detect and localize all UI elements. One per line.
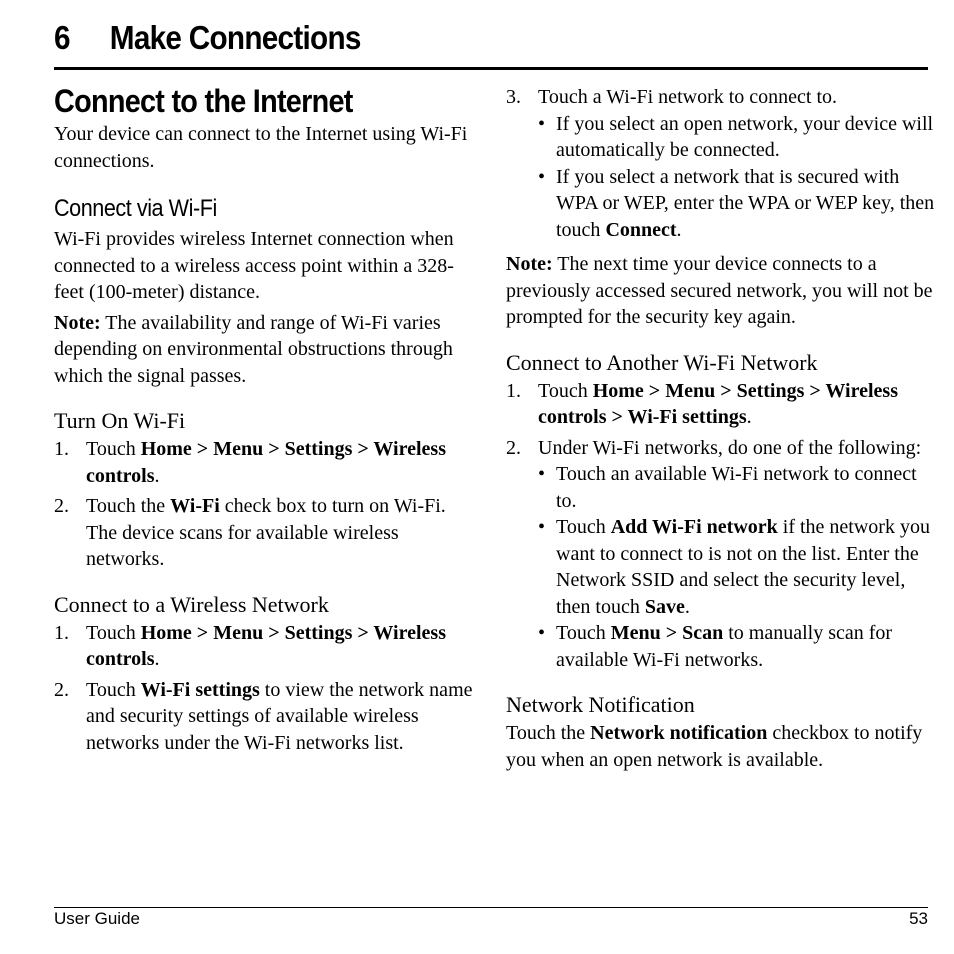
step-text [86, 438, 446, 487]
note-text: The availability and range of Wi-Fi varies depending on environmental obstructions through which the signal passes. [54, 311, 453, 387]
step-number: 1. [54, 621, 69, 644]
note-label: Note: [54, 311, 101, 334]
bold-term: Add Wi-Fi network [610, 516, 778, 538]
connect-another-heading: Connect to Another Wi-Fi Network [506, 349, 818, 375]
step-number: 2. [54, 678, 69, 701]
left-column [54, 82, 474, 760]
chapter-title: Make Connections [109, 19, 361, 56]
network-notification-heading: Network Notification [506, 692, 695, 717]
wifi-description: Wi-Fi provides wireless Internet connection when connected to a wireless access point within a 328-feet (100-meter) distance. [54, 228, 454, 303]
bold-term: Home > Menu > Settings > Wireless controls [86, 621, 446, 670]
bold-term: Menu > Scan [610, 622, 724, 644]
text-run: Touch the [86, 495, 171, 517]
step-number: 2. [506, 436, 521, 459]
bullet-glyph: • [538, 463, 546, 485]
bullet-glyph: • [538, 165, 546, 188]
bullet-list [538, 461, 936, 673]
step-item [54, 436, 474, 489]
step-number: 1. [506, 379, 521, 402]
step-text: Under Wi-Fi networks, do one of the following: [538, 436, 922, 459]
bold-term: Save [644, 595, 685, 618]
bold-term: Network notification [590, 722, 768, 744]
bullet-glyph: • [538, 622, 546, 644]
step-text: Touch a Wi-Fi network to connect to. [538, 86, 838, 108]
turn-on-wifi-heading: Turn On Wi-Fi [54, 408, 186, 433]
step-item [506, 378, 936, 431]
step-item [506, 84, 936, 243]
text-run: Touch the [506, 722, 591, 744]
step-text [538, 380, 898, 429]
step-item [506, 435, 936, 674]
bullet-text [556, 622, 892, 671]
header-rule [54, 67, 928, 70]
text-run: . [676, 218, 682, 241]
text-run: If you select an open network, your device will automatically be connected. [556, 112, 934, 161]
bold-term: Wi-Fi settings [140, 678, 260, 701]
note-label: Note: [506, 253, 553, 275]
step-item [54, 493, 474, 573]
chapter-heading [54, 16, 361, 60]
bullet-item [538, 111, 936, 164]
text-run: if the network you want to connect to is not on the list. Enter the Network SSID and select the security level, then touch [556, 516, 930, 618]
text-run: . [154, 464, 160, 487]
bullet-text [556, 463, 917, 512]
step-text [86, 622, 446, 671]
wifi-heading: Connect via Wi-Fi [54, 195, 217, 222]
bullet-item [538, 461, 936, 514]
text-run: Touch [86, 678, 141, 701]
text-run: Touch [538, 379, 593, 402]
wifi-note [54, 310, 474, 390]
step-item [54, 677, 474, 757]
note-text: The next time your device connects to a previously accessed secured network, you will not be prompted for the security key again. [506, 253, 933, 328]
text-run: to view the network name and security settings of available wireless networks under the Wi-Fi networks list. [86, 678, 473, 754]
text-run: check box to turn on Wi-Fi. The device scans for available wireless networks. [86, 495, 446, 570]
text-run: Touch an available Wi-Fi network to connect to. [556, 463, 917, 512]
step-text [86, 679, 473, 754]
text-run: . [684, 595, 690, 618]
bullet-text [556, 516, 930, 618]
step-number: 1. [54, 438, 69, 460]
text-run: to manually scan for available Wi-Fi networks. [556, 622, 893, 671]
bullet-glyph: • [538, 516, 546, 538]
connect-wireless-heading: Connect to a Wireless Network [54, 591, 329, 617]
security-note [506, 251, 936, 331]
bold-term: Home > Menu > Settings > Wireless controls > Wi-Fi settings [538, 379, 898, 428]
text-run: Touch [556, 622, 611, 644]
text-run: checkbox to notify you when an open network is available. [506, 722, 923, 771]
step-text [86, 495, 446, 570]
bold-term: Wi-Fi [170, 495, 220, 517]
network-notification-text [506, 720, 936, 773]
footer-rule [54, 907, 928, 908]
step-number: 2. [54, 495, 69, 517]
bold-term: Home > Menu > Settings > Wireless controls [86, 438, 446, 487]
step-number: 3. [506, 86, 521, 108]
text-run: . [746, 406, 752, 428]
page-number: 53 [909, 909, 928, 928]
text-run: Touch [86, 438, 141, 460]
right-column [506, 84, 936, 777]
text-run: Touch [86, 621, 141, 644]
bullet-list [538, 111, 936, 244]
bullet-text [556, 113, 933, 162]
bullet-glyph: • [538, 112, 546, 135]
bullet-item [538, 164, 936, 244]
text-run: Touch [556, 516, 611, 538]
bullet-item [538, 620, 936, 673]
chapter-number: 6 [54, 19, 70, 56]
bold-term: Connect [605, 218, 677, 241]
text-run: If you select a network that is secured with WPA or WEP, enter the WPA or WEP key, then touch [556, 165, 935, 241]
step-item [54, 620, 474, 673]
section-intro: Your device can connect to the Internet using Wi-Fi connections. [54, 123, 468, 172]
text-run: . [154, 648, 160, 670]
bullet-item [538, 514, 936, 620]
section-title: Connect to the Internet [54, 83, 353, 119]
footer-doc-title: User Guide [54, 909, 140, 928]
bullet-text [556, 166, 934, 241]
